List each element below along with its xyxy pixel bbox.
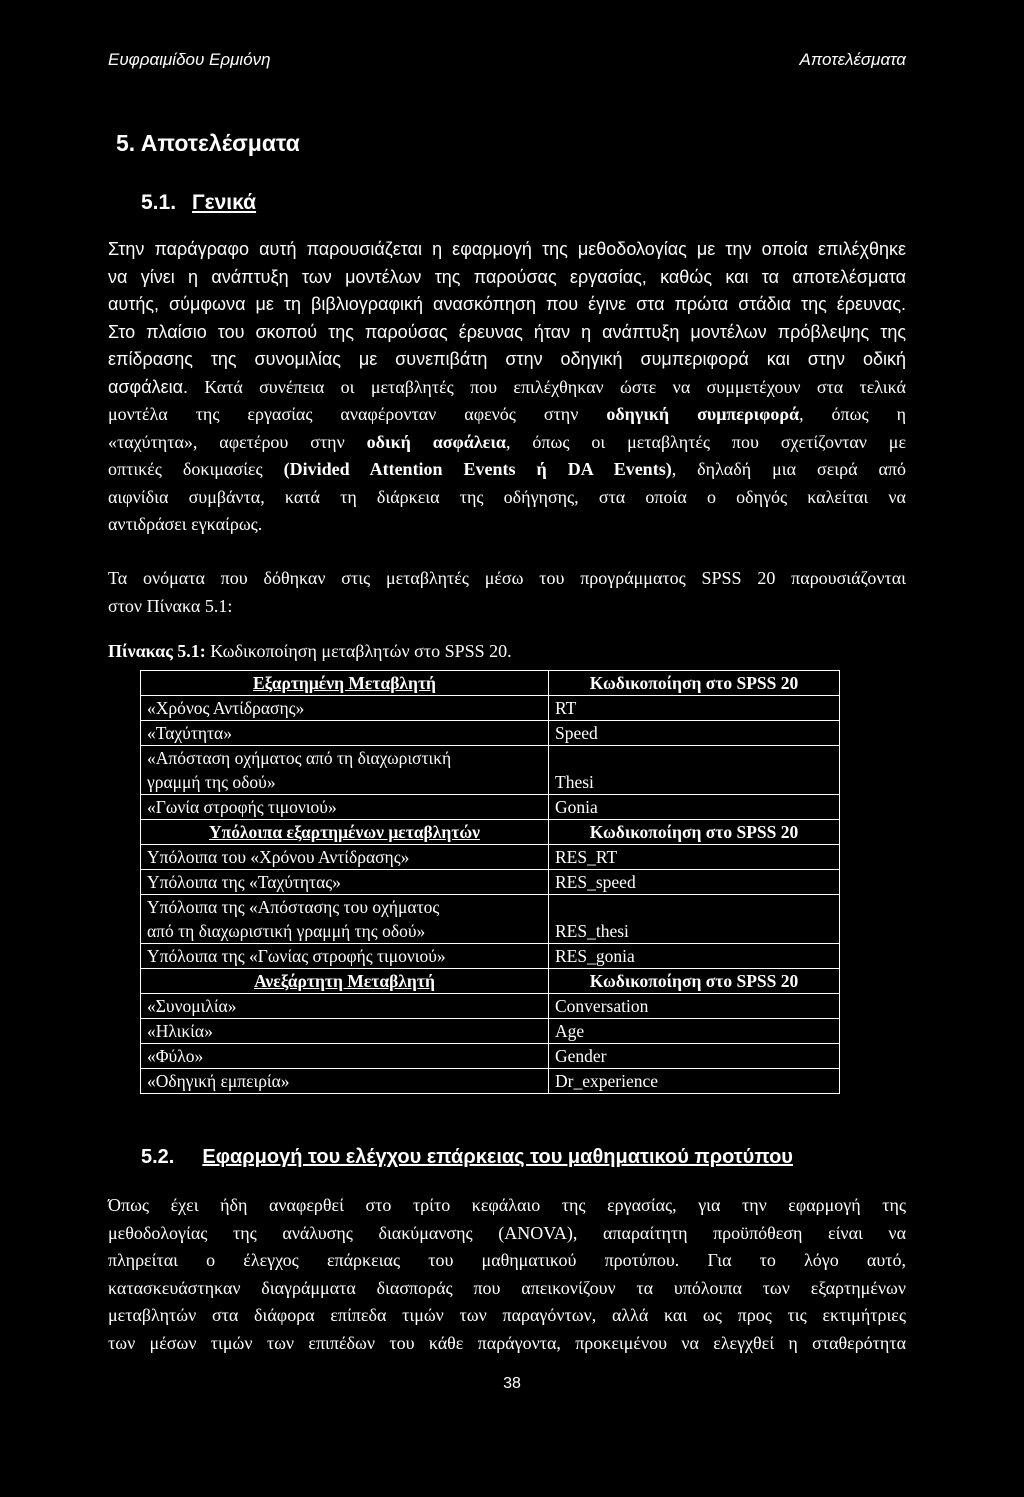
table-cell: Υπόλοιπα της «Γωνίας στροφής τιμονιού» bbox=[141, 944, 549, 969]
section-number: 5. bbox=[116, 130, 136, 156]
table-header-row bbox=[141, 820, 840, 845]
text-line: πληρείται ο έλεγχος επάρκειας του μαθηματικού προτύπου. Για το λόγο αυτό, bbox=[108, 1250, 906, 1270]
table-cell: RES_gonia bbox=[549, 944, 840, 969]
text-line: των μέσων τιμών των επιπέδων του κάθε παράγοντα, προκειμένου να ελεγχθεί η σταθερότητα bbox=[108, 1332, 906, 1353]
header-cell: Κωδικοποίηση στο SPSS 20 bbox=[549, 969, 840, 994]
table-cell: «Ηλικία» bbox=[141, 1019, 549, 1044]
table-row bbox=[141, 721, 840, 746]
section-heading bbox=[116, 130, 300, 157]
text-line: Στο πλαίσιο του σκοπού της παρούσας έρευνας ήταν η ανάπτυξη μοντέλων πρόβλεψης της bbox=[108, 321, 906, 342]
header-cell: Κωδικοποίηση στο SPSS 20 bbox=[549, 671, 840, 696]
cell-line: «Απόσταση οχήματος από τη διαχωριστική bbox=[147, 748, 452, 768]
page-number: 38 bbox=[503, 1375, 521, 1392]
text-fragment: ασφάλεια. bbox=[108, 376, 189, 397]
table-cell: Dr_experience bbox=[549, 1069, 840, 1094]
text-line: μεταβλητών στα διάφορα επίπεδα τιμών των παραγόντων, αλλά και ως προς τις εκτιμήτριες bbox=[108, 1305, 906, 1325]
table-cell bbox=[141, 895, 549, 944]
table-row bbox=[141, 944, 840, 969]
table-cell: «Οδηγική εμπειρία» bbox=[141, 1069, 549, 1094]
header-chapter: Αποτελέσματα bbox=[799, 50, 906, 69]
table-cell: Gender bbox=[549, 1044, 840, 1069]
table-row bbox=[141, 845, 840, 870]
table-row bbox=[141, 696, 840, 721]
text-fragment: Κατά συνέπεια οι μεταβλητές που επιλέχθηκαν ώστε να συμμετέχουν στα τελικά bbox=[204, 376, 906, 397]
text-line bbox=[108, 429, 906, 457]
bold-term: οδηγική συμπεριφορά bbox=[606, 404, 800, 424]
bold-term: οδική ασφάλεια bbox=[366, 431, 506, 452]
subsection-number: 5.1. bbox=[141, 191, 177, 214]
running-header bbox=[108, 50, 906, 70]
table-cell: RES_RT bbox=[549, 845, 840, 870]
table-cell: «Χρόνος Αντίδρασης» bbox=[141, 696, 549, 721]
table-cell: «Φύλο» bbox=[141, 1044, 549, 1069]
subsection-number: 5.2. bbox=[141, 1146, 175, 1168]
table-cell bbox=[141, 746, 549, 795]
section-title: Αποτελέσματα bbox=[140, 130, 300, 156]
table-cell: RT bbox=[549, 696, 840, 721]
header-author: Ευφραιμίδου Ερμιόνη bbox=[108, 50, 271, 69]
table-cell: Gonia bbox=[549, 795, 840, 820]
paragraph-anova bbox=[108, 1192, 906, 1357]
subsection-heading-5-2 bbox=[141, 1146, 793, 1169]
text-line: αιφνίδια συμβάντα, κατά τη διάρκεια της οδήγησης, στα οποία ο οδηγός καλείται να bbox=[108, 486, 906, 507]
table-row bbox=[141, 895, 840, 944]
text-line: Τα ονόματα που δόθηκαν στις μεταβλητές μέσω του προγράμματος SPSS 20 παρουσιάζονται bbox=[108, 568, 906, 588]
text-line: Όπως έχει ήδη αναφερθεί στο τρίτο κεφάλαιο της εργασίας, για την εφαρμογή της bbox=[108, 1195, 906, 1215]
table-cell: «Γωνία στροφής τιμονιού» bbox=[141, 795, 549, 820]
table-cell: Conversation bbox=[549, 994, 840, 1019]
caption-text: Κωδικοποίηση μεταβλητών στο SPSS 20. bbox=[210, 641, 512, 661]
table-cell: Υπόλοιπα του «Χρόνου Αντίδρασης» bbox=[141, 845, 549, 870]
table-cell: Speed bbox=[549, 721, 840, 746]
table-row bbox=[141, 994, 840, 1019]
table-header-row bbox=[141, 969, 840, 994]
header-cell: Εξαρτημένη Μεταβλητή bbox=[141, 671, 549, 696]
header-cell: Υπόλοιπα εξαρτημένων μεταβλητών bbox=[141, 820, 549, 845]
subsection-heading-5-1 bbox=[141, 191, 256, 215]
table-row bbox=[141, 1044, 840, 1069]
table-cell: RES_speed bbox=[549, 870, 840, 895]
subsection-title: Εφαρμογή του ελέγχου επάρκειας του μαθηματικού προτύπου bbox=[202, 1146, 793, 1168]
text-line bbox=[108, 401, 906, 429]
variables-table bbox=[140, 670, 840, 1094]
caption-label: Πίνακας 5.1: bbox=[108, 641, 206, 661]
header-cell: Ανεξάρτητη Μεταβλητή bbox=[141, 969, 549, 994]
header-cell: Κωδικοποίηση στο SPSS 20 bbox=[549, 820, 840, 845]
text-line: να γίνει η ανάπτυξη των μοντέλων της παρούσας εργασίας, καθώς και τα αποτελέσματα bbox=[108, 266, 906, 287]
cell-line: από τη διαχωριστική γραμμή της οδού» bbox=[147, 921, 426, 941]
table-row bbox=[141, 870, 840, 895]
table-row bbox=[141, 1069, 840, 1094]
subsection-title: Γενικά bbox=[192, 191, 257, 214]
table-row bbox=[141, 1019, 840, 1044]
text-line: στον Πίνακα 5.1: bbox=[108, 595, 233, 616]
table-header-row bbox=[141, 671, 840, 696]
text-fragment: οπτικές δοκιμασίες bbox=[108, 459, 263, 479]
text-line: επίδρασης της συνομιλίας με συνεπιβάτη στην οδηγική συμπεριφορά και στην οδική bbox=[108, 349, 906, 369]
table-cell: «Συνομιλία» bbox=[141, 994, 549, 1019]
table-cell: Thesi bbox=[549, 746, 840, 795]
table-cell: Υπόλοιπα της «Ταχύτητας» bbox=[141, 870, 549, 895]
table-cell: «Ταχύτητα» bbox=[141, 721, 549, 746]
text-fragment: μοντέλα της εργασίας αναφέρονταν αφενός στην bbox=[108, 404, 579, 424]
cell-line: γραμμή της οδού» bbox=[147, 772, 276, 792]
paragraph-table-intro bbox=[108, 565, 906, 620]
text-fragment: , όπως οι μεταβλητές που σχετίζονταν με bbox=[505, 431, 907, 452]
bold-term: (Divided Attention Events ή DA Events) bbox=[283, 459, 672, 479]
table-caption bbox=[108, 641, 512, 662]
text-line: Στην παράγραφο αυτή παρουσιάζεται η εφαρμογή της μεθοδολογίας με την οποία επιλέχθηκε bbox=[108, 239, 906, 259]
text-line bbox=[108, 374, 906, 402]
text-line: κατασκευάστηκαν διαγράμματα διασποράς που απεικονίζουν τα υπόλοιπα των εξαρτημένων bbox=[108, 1277, 906, 1298]
text-line bbox=[108, 456, 906, 484]
text-fragment: , δηλαδή μια σειρά από bbox=[671, 459, 906, 479]
table-cell: RES_thesi bbox=[549, 895, 840, 944]
text-line: μεθοδολογίας της ανάλυσης διακύμανσης (ANOVA), απαραίτητη προϋπόθεση είναι να bbox=[108, 1222, 906, 1243]
text-fragment: , όπως η bbox=[799, 404, 906, 424]
table-row bbox=[141, 746, 840, 795]
table-row bbox=[141, 795, 840, 820]
cell-line: Υπόλοιπα της «Απόστασης του οχήματος bbox=[147, 897, 440, 917]
text-line: αντιδράσει εγκαίρως. bbox=[108, 514, 263, 534]
text-fragment: «ταχύτητα», αφετέρου στην bbox=[108, 431, 345, 452]
paragraph-intro bbox=[108, 236, 906, 539]
text-line: αυτής, σύμφωνα με τη βιβλιογραφική ανασκόπηση που έγινε στα πρώτα στάδια της έρευνας. bbox=[108, 294, 906, 314]
table-cell: Age bbox=[549, 1019, 840, 1044]
